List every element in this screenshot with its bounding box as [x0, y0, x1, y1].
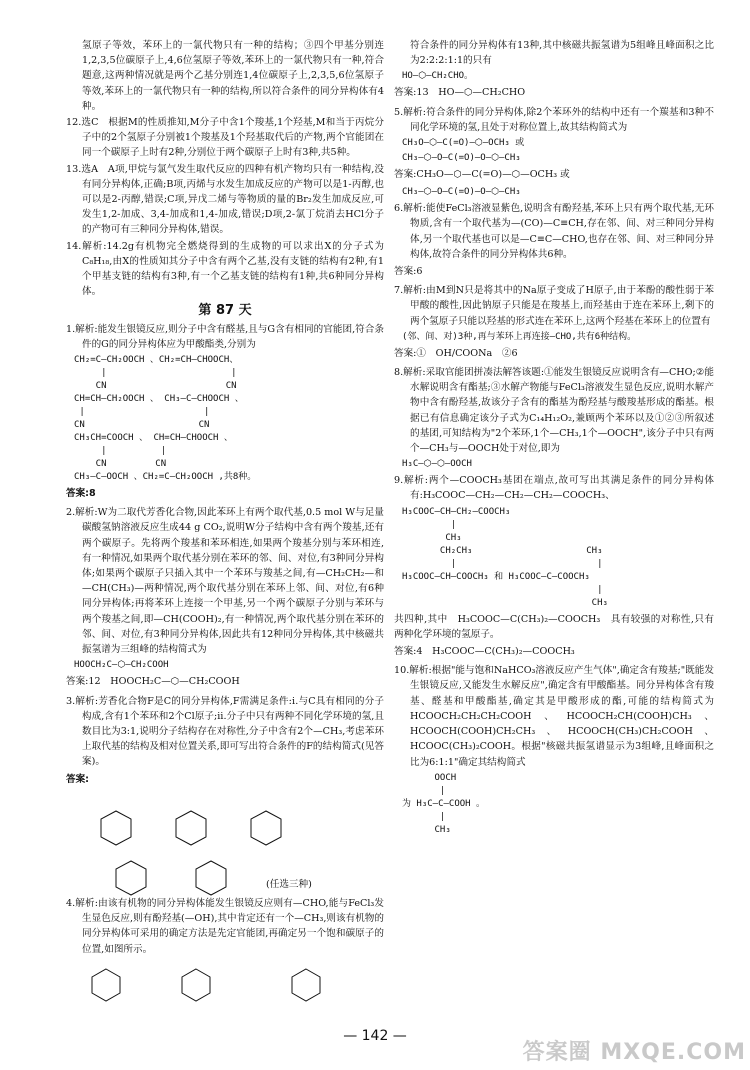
hydroxybenzaldehyde-positions-figure — [76, 959, 376, 1019]
left-column — [66, 38, 384, 1021]
solution-8: 8.解析:采取官能团拼凑法解答该题:①能发生银镜反应说明含有—CHO;②能水解说明含有酯基;③水解产物能与FeCl₃溶液发生显色反应,说明水解产物中含有酚羟基,故该分子含有的酯基为酚羟基与酸羧基形成的酯基。根据已有信息确定该分子式为C₁₄H₁₂O₂,兼顾两个苯环以及①②③所叙述的基团,可知结构为"2个苯环,1个—CH₃,1个—OOCH",该分子中只有两个—CH₃与—OOCH处于对位,即为 — [394, 367, 714, 455]
watermark-logo: 答案圈 MXQE.COM — [522, 1040, 746, 1065]
answer-4: 答案:13 HO—⬡—CH₂CHO — [394, 87, 526, 99]
solution-3: 3.解析:芳香化合物F是C的同分异构体,F需满足条件:ⅰ.与C具有相同的分子构成,含有1个苯环和2个Cl原子;ⅱ.分子中只有两种不同化学环境的氢,且数目比为3:1,说明分子结构存在对称性,分子中含有2个—CH₃,考虑苯环上取代基的结构及相对位置关系,即可写出符合条件的F的结构简式(见答案)。 — [66, 695, 384, 768]
solution-9: 9.解析:两个—COOCH₃基团在端点,故可写出其满足条件的同分异构体有:H₃COOC—CH₂—CH₂—CH₂—COOCH₃、 — [394, 475, 714, 502]
formula-10: OOCH | 为 H₃C—C—COOH 。 | CH₃ — [402, 772, 486, 835]
formula-7: (邻、间、对)3种,再与苯环上再连接—CHO,共有6种结构。 — [402, 331, 637, 342]
answer-3-label: 答案: — [66, 773, 90, 785]
solution-9-cont: 共四种,其中 H₃COOC—C(CH₃)₂—COOCH₃ 具有较强的对称性,只有两种化学环境的氢原子。 — [394, 613, 714, 640]
answer-1: 答案:8 — [66, 488, 96, 500]
solution-6: 6.解析:能使FeCl₃溶液显紫色,说明含有酚羟基,苯环上只有两个取代基,无环物质,含有一个取代基为—(CO)—C≡CH,存在邻、间、对三种同分异构体,另一个取代基也可以是—C≡C—CHO,也存在邻、间、对三种同分异构体,故符合条件的同分异构体共6种。 — [394, 203, 714, 260]
solution-4: 4.解析:由该有机物的同分异构体能发生银镜反应则有—CHO,能与FeCl₃发生显色反应,则有酚羟基(—OH),其中肯定还有一个—CH₃,则该有机物的同分异构体可采用的确定方法是先定官能团,再确定另一个饱和碳原子的位置,如图所示。 — [66, 897, 384, 955]
formula-5a: CH₃O—⬡—C(=O)—⬡—OCH₃ 或 — [402, 138, 525, 149]
right-column — [394, 38, 714, 839]
answer-3-note: (任选三种) — [266, 878, 312, 890]
solution-1: 1.解析:能发生银镜反应,则分子中含有醛基,且与G含有相同的官能团,符合条件的G的同分异构体应为甲酸酯类,分别为 — [66, 323, 384, 350]
solution-7: 7.解析:由M到N只是将其中的Na原子变成了H原子,由于苯酚的酸性弱于苯甲酸的酸性,因此钠原子只能是在羧基上,而羟基由于连在苯环上,剩下的两个氢原子只能以羟基的形式连在苯环上,这两个羟基在苯环上的位置有 — [394, 285, 714, 327]
benzene-ring-icon — [251, 811, 281, 845]
answer-5b: CH₃—⬡—O—C(=O)—O—⬡—CH₃ — [402, 187, 521, 198]
paragraph-continued-right: 符合条件的同分异构体有13种,其中核磁共振氢谱为5组峰且峰面积之比为2:2:2:1:1的只有 — [410, 40, 714, 67]
question-12: 12.选C 根据M的性质推知,M分子中含1个羧基,1个羟基,M和当于丙烷分子中的2个氢原子分别被1个羧基及1个羟基取代后的产物,两个官能团在同一个碳原子上时有2种,分别位于两个碳原子上时有3种,共5种。 — [66, 117, 384, 159]
benzene-ring-icon — [182, 969, 210, 1001]
formula-9: H₃COOC—CH—CH₂—COOCH₃ | CH₃ CH₂CH₃ CH₃ | | H₃COOC—CH—COOCH₃ 和 H₃COOC—C—COOCH₃ | CH₃ — [402, 506, 608, 608]
solution-2: 2.解析:W为二取代芳香化合物,因此苯环上有两个取代基,0.5 mol W与足量碳酸氢钠溶液反应生成44 g CO₂,说明W分子结构中含有两个羧基,还有两个碳原子。先将两个羧基和苯环相连,如果两个羧基分别与苯环相连,有一种情况,如果两个取代基分别在苯环的邻、间、对位,有3种同分异构体;如果两个碳原子只插入其中一个苯环与羧基之间,有—CH₂CH₂—和—CH(CH₃)—两种情况,两个取代基分别在苯环上邻、间、对位,有6种同分异构体;再将苯环上连接一个甲基,另一个两个碳原子分别与苯环与两个羧基之间,即—CH(COOH)₂,有一种情况,两个取代基分别在苯环的邻、间、对位,有3种同分异构体,因此共有12种同分异构体,其中核磁共振氢谱为三组峰的结构简式为 — [66, 507, 384, 656]
formula-1: CH₂=C—CH₂OOCH 、CH₂=CH—CHOOCH、 | | CN CN CH=CH—CH₂OOCH 、 CH₃—C—CHOOCH 、 | | CN CN CH₃CH=COOCH 、 CH=CH—CHOOCH 、 | | CN CN CH₃—C—OOCH 、CH₂=C—CH₂OOCH ,共8种。 — [74, 355, 257, 483]
benzene-ring-icon — [116, 861, 146, 895]
paragraph-continued: 氢原子等效，苯环上的一氯代物只有一种的结构；③四个甲基分别连1,2,3,5位碳原子上,4,6位氢原子等效,苯环上的一氯代物只有一种,符合题意,这两种情况就是两个乙基分别连1,4位碳原子上,2,3,5,6位氢原子等效,苯环上的一氯代物只有一种的结构,所以符合条件的同分异构体有4种。 — [82, 40, 384, 112]
benzene-ring-icon — [101, 811, 131, 845]
benzene-ring-icon — [92, 969, 120, 1001]
answer-9: 答案:4 H₃COOC—C(CH₃)₂—COOCH₃ — [394, 646, 575, 658]
solution-5: 5.解析:符合条件的同分异构体,除2个苯环外的结构中还有一个羰基和3种不同化学环境的氢,且处于对称位置上,故其结构简式为 — [394, 106, 714, 133]
benzene-ring-icon — [292, 969, 320, 1001]
formula-8: H₃C—⬡—⬡—OOCH — [402, 459, 472, 470]
answer-6: 答案:6 — [394, 266, 423, 278]
formula-5b: CH₃—⬡—O—C(=O)—O—⬡—CH₃ — [402, 153, 521, 164]
page-number: — 142 — — [343, 1028, 407, 1044]
question-14: 14.解析:14.2g有机物完全燃烧得到的生成物的可以求出X的分子式为C₈H₁₈,由X的性质知其分子中含有两个乙基,没有支链的结构有2种,有1个甲基支链的结构有3种,有一个乙基支链的结构有1种,共6种同分异构体。 — [66, 240, 384, 298]
answer-7: 答案:① OH/COONa ②6 — [394, 347, 518, 359]
formula-4: HO—⬡—CH₂CHO。 — [402, 71, 474, 82]
benzene-ring-icon — [176, 811, 206, 845]
day-heading: 第 87 天 — [198, 303, 252, 319]
formula-2: HOOCH₂C—⬡—CH₂COOH — [74, 660, 169, 671]
question-13: 13.选A A项,甲烷与氯气发生取代反应的四种有机产物均只有一种结构,没有同分异构体,正确;B项,丙烯与水发生加成反应的产物可以是1-丙醇,也可以是2-丙醇,错误;C项,异戊二烯与等物质的量的Br₂发生加成反应,可发生1,2-加成、3,4-加成和1,4-加成,错误;D项,2-氯丁烷消去HCl分子的产物可有三种同分异构体,错误。 — [66, 163, 384, 236]
benzene-ring-icon — [196, 861, 226, 895]
solution-10: 10.解析:根据"能与饱和NaHCO₃溶液反应产生气体",确定含有羧基;"既能发生银镜反应,又能发生水解反应",确定含有甲酸酯基。同分异构体含有羧基、醛基和甲酸酯基,确定其是甲酸形成的酯,可能的结构简式为HCOOCH₂CH₂CH₂COOH、HCOOCH₂CH(COOH)CH₃、HCOOCH(COOH)CH₂CH₃、HCOOCH(CH₃)CH₂COOH、HCOOC(CH₃)₂COOH。根据"核磁共振氢谱显示为3组峰,且峰面积之比为6:1:1"确定其结构简式 — [394, 665, 714, 768]
answer-2: 答案:12 HOOCH₂C—⬡—CH₂COOH — [66, 676, 240, 688]
answer-5: 答案:CH₃O—⬡—C(=O)—⬡—OCH₃ 或 — [394, 169, 570, 181]
